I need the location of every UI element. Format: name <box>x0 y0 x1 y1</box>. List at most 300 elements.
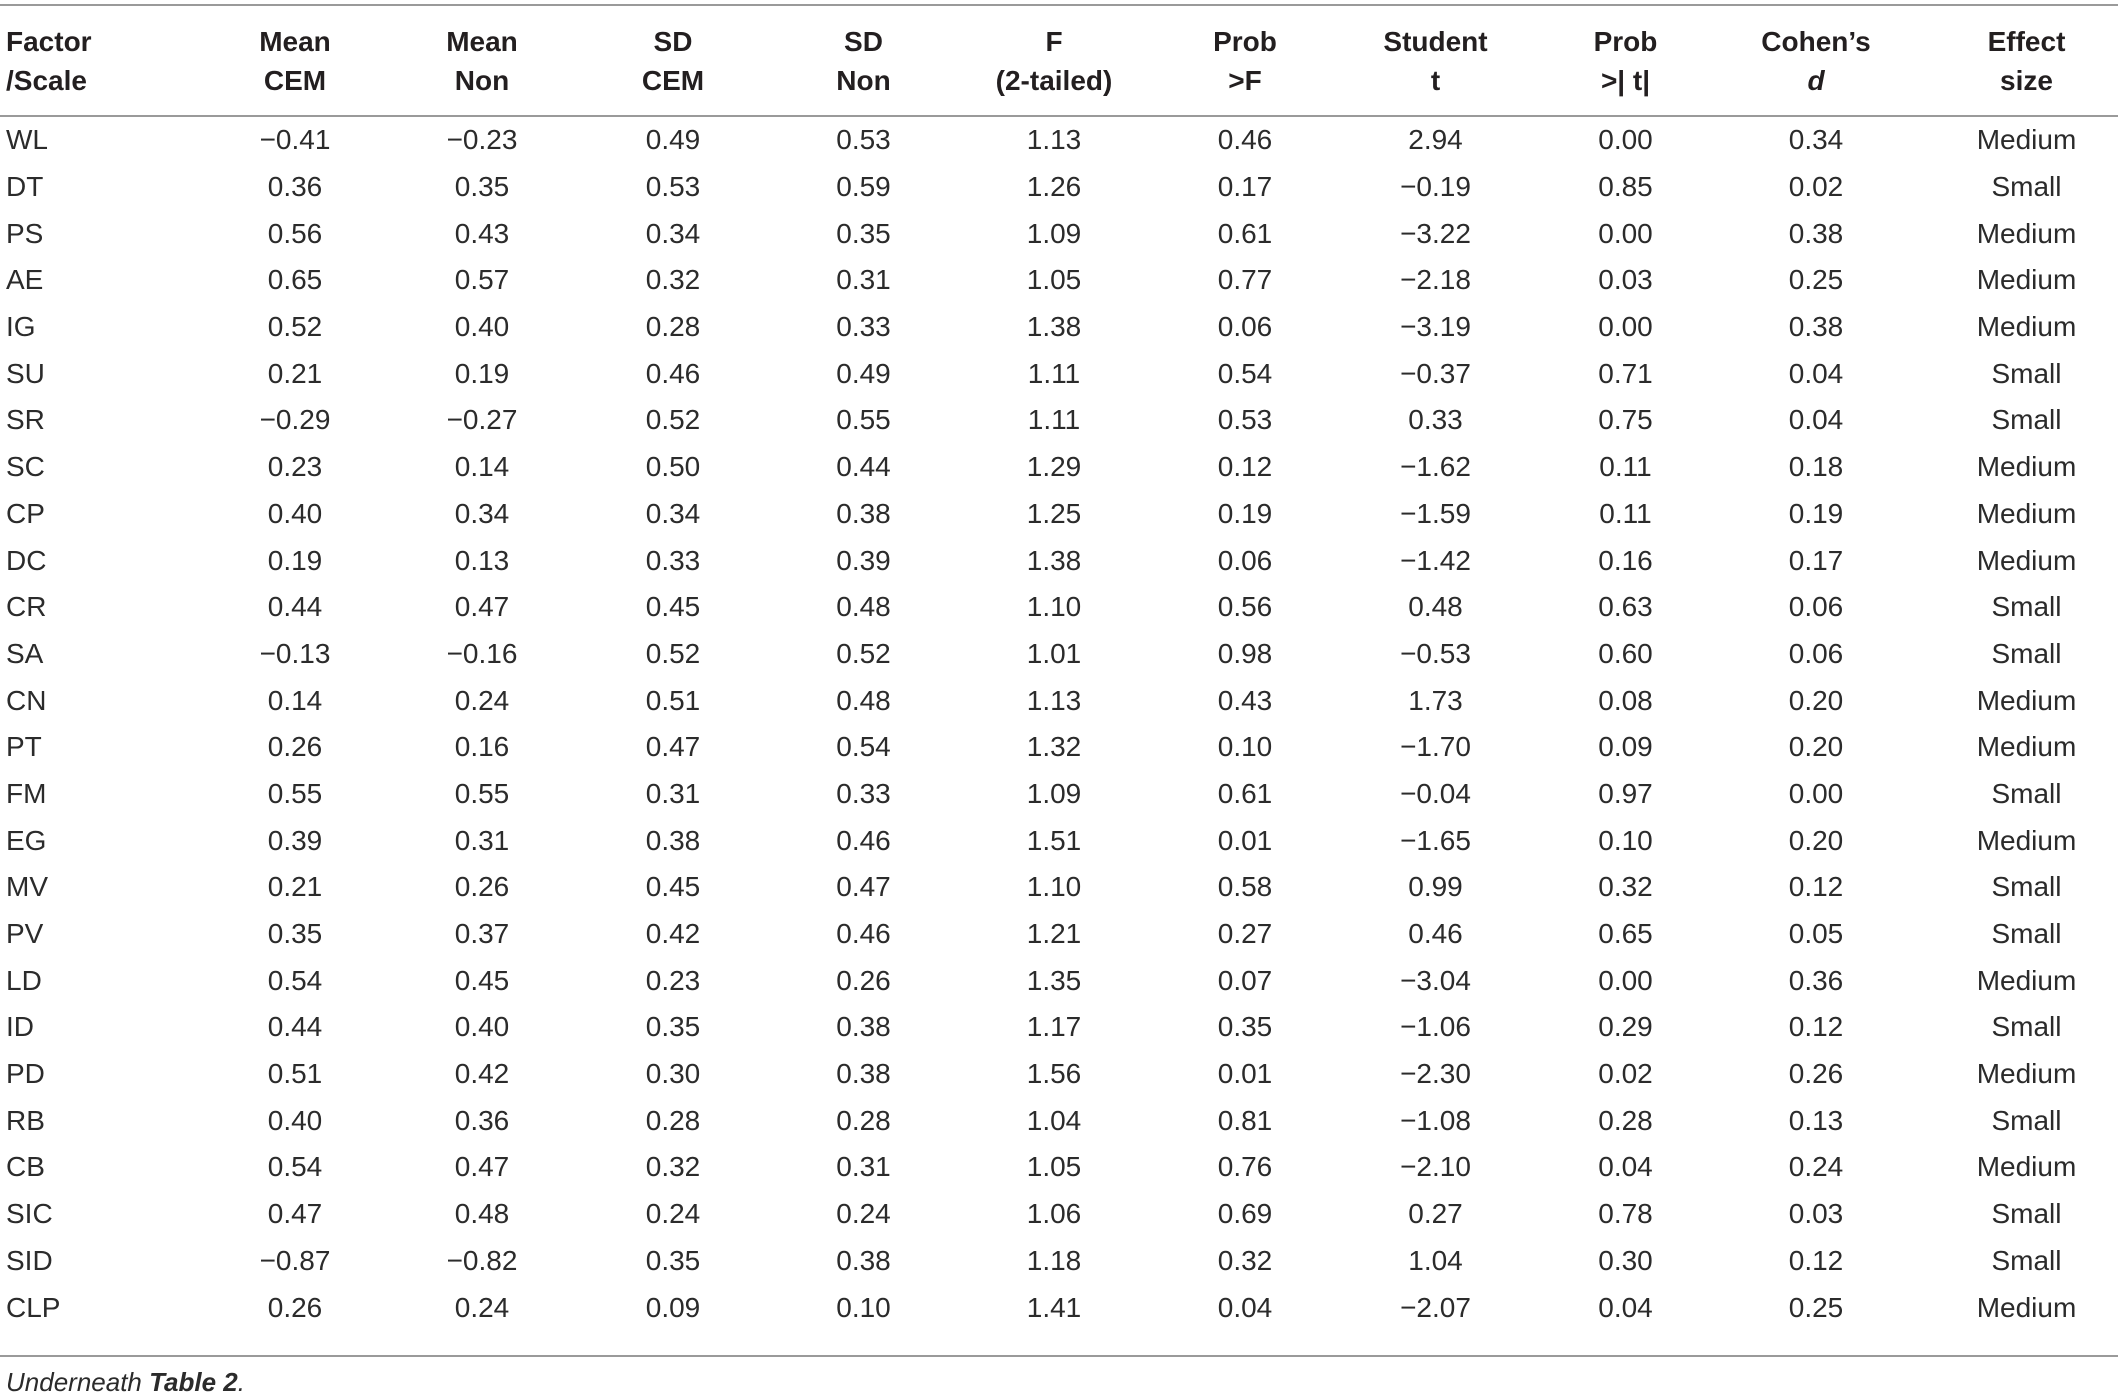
cell-cohens-d: 0.26 <box>1788 1058 1844 1090</box>
cell-mean-non: 0.24 <box>454 1291 510 1323</box>
cell-cohens-d: 0.00 <box>1788 777 1844 809</box>
cell-prob-f: 0.98 <box>1217 637 1273 669</box>
cell-mean-cem: 0.35 <box>267 918 323 950</box>
cell-sd-cem: 0.34 <box>645 217 701 249</box>
cell-sd-non: 0.46 <box>836 824 891 856</box>
cell-cohens-d: 0.13 <box>1788 1104 1844 1136</box>
header-sd-non: SD Non <box>836 25 891 96</box>
header-f-2-tailed: F (2-tailed) <box>995 25 1113 96</box>
cell-student-t: 0.33 <box>1408 404 1463 436</box>
cell-prob-f: 0.53 <box>1217 404 1273 436</box>
cell-cohens-d: 0.19 <box>1788 497 1844 529</box>
table-row <box>0 1238 2118 1285</box>
cell-prob-t: 0.29 <box>1598 1011 1653 1043</box>
cell-cohens-d: 0.25 <box>1788 1291 1844 1323</box>
cell-prob-f: 0.01 <box>1217 1058 1273 1090</box>
cell-f-value: 1.29 <box>1026 451 1082 483</box>
cell-cohens-d: 0.04 <box>1788 404 1844 436</box>
cell-prob-f: 0.58 <box>1217 871 1273 903</box>
table-row <box>0 864 2118 911</box>
cell-prob-t: 0.75 <box>1598 404 1653 436</box>
cell-cohens-d: 0.24 <box>1788 1151 1844 1183</box>
cell-f-value: 1.11 <box>1027 404 1081 436</box>
cell-sd-non: 0.39 <box>836 544 891 576</box>
cell-student-t: −0.37 <box>1400 357 1471 389</box>
cell-sd-cem: 0.51 <box>645 684 701 716</box>
cell-mean-cem: 0.19 <box>267 544 323 576</box>
cell-f-value: 1.13 <box>1026 124 1082 156</box>
cell-mean-non: 0.40 <box>454 1011 510 1043</box>
cell-mean-non: 0.55 <box>454 777 510 809</box>
cell-sd-cem: 0.46 <box>645 357 701 389</box>
cell-prob-f: 0.27 <box>1217 918 1273 950</box>
table-row <box>0 164 2118 211</box>
cell-f-value: 1.10 <box>1026 871 1082 903</box>
cell-sd-cem: 0.09 <box>645 1291 701 1323</box>
header-sd-cem: SD CEM <box>641 25 705 96</box>
cell-mean-non: 0.16 <box>454 731 510 763</box>
cell-prob-f: 0.12 <box>1217 451 1273 483</box>
cell-sd-cem: 0.35 <box>645 1011 701 1043</box>
cell-sd-non: 0.48 <box>836 591 891 623</box>
cell-factor: DT <box>6 171 44 203</box>
cell-sd-non: 0.47 <box>836 871 891 903</box>
cell-mean-non: 0.26 <box>454 871 510 903</box>
cell-sd-cem: 0.35 <box>645 1244 701 1276</box>
cell-factor: AE <box>6 264 44 296</box>
cell-mean-cem: 0.14 <box>267 684 323 716</box>
header-factor-scale: Factor /Scale <box>6 25 92 96</box>
table-row <box>0 957 2118 1004</box>
cell-sd-cem: 0.53 <box>645 171 701 203</box>
cell-sd-non: 0.38 <box>836 1011 891 1043</box>
cell-mean-cem: 0.47 <box>267 1198 323 1230</box>
cell-prob-t: 0.63 <box>1598 591 1653 623</box>
cell-mean-cem: 0.44 <box>267 1011 323 1043</box>
cell-f-value: 1.41 <box>1026 1291 1082 1323</box>
cell-prob-f: 0.07 <box>1217 964 1273 996</box>
cell-cohens-d: 0.36 <box>1788 964 1844 996</box>
table-row <box>0 771 2118 818</box>
cell-student-t: −1.65 <box>1400 824 1471 856</box>
cell-mean-non: 0.43 <box>454 217 510 249</box>
cell-f-value: 1.51 <box>1026 824 1082 856</box>
statistics-table <box>0 6 2118 1331</box>
cell-mean-non: 0.37 <box>454 918 510 950</box>
cell-cohens-d: 0.20 <box>1788 824 1844 856</box>
cell-sd-non: 0.28 <box>836 1104 891 1136</box>
cell-sd-non: 0.38 <box>836 1244 891 1276</box>
cell-sd-non: 0.33 <box>836 777 891 809</box>
cell-sd-non: 0.10 <box>836 1291 891 1323</box>
cell-effect-size: Small <box>1991 871 2062 903</box>
cell-sd-non: 0.26 <box>836 964 891 996</box>
cell-f-value: 1.25 <box>1026 497 1082 529</box>
cell-effect-size: Small <box>1991 171 2062 203</box>
cell-mean-non: 0.42 <box>454 1058 510 1090</box>
cell-prob-t: 0.16 <box>1598 544 1653 576</box>
cell-student-t: 1.73 <box>1408 684 1463 716</box>
cell-effect-size: Small <box>1991 404 2062 436</box>
cell-prob-f: 0.10 <box>1217 731 1273 763</box>
cell-effect-size: Medium <box>1976 731 2077 763</box>
cell-factor: SR <box>6 404 45 436</box>
cell-student-t: −2.10 <box>1400 1151 1471 1183</box>
cell-effect-size: Medium <box>1976 217 2077 249</box>
cell-effect-size: Medium <box>1976 1151 2077 1183</box>
cell-effect-size: Small <box>1991 1104 2062 1136</box>
cell-sd-non: 0.44 <box>836 451 891 483</box>
cell-effect-size: Small <box>1991 357 2062 389</box>
cell-f-value: 1.09 <box>1026 217 1082 249</box>
cell-sd-cem: 0.32 <box>645 1151 701 1183</box>
cell-prob-t: 0.04 <box>1598 1291 1653 1323</box>
cell-sd-non: 0.54 <box>836 731 891 763</box>
cell-sd-cem: 0.38 <box>645 824 701 856</box>
cell-prob-f: 0.17 <box>1217 171 1273 203</box>
cell-student-t: −2.18 <box>1400 264 1471 296</box>
cell-effect-size: Medium <box>1976 544 2077 576</box>
cell-prob-t: 0.00 <box>1598 311 1653 343</box>
cell-f-value: 1.05 <box>1026 1151 1082 1183</box>
cell-sd-cem: 0.49 <box>645 124 701 156</box>
cell-mean-cem: 0.39 <box>267 824 323 856</box>
cell-effect-size: Medium <box>1976 1058 2077 1090</box>
cell-effect-size: Medium <box>1976 451 2077 483</box>
cell-sd-non: 0.24 <box>836 1198 891 1230</box>
cell-cohens-d: 0.04 <box>1788 357 1844 389</box>
cell-cohens-d: 0.03 <box>1788 1198 1844 1230</box>
cell-factor: RB <box>6 1104 45 1136</box>
table-row <box>0 397 2118 444</box>
cell-sd-non: 0.53 <box>836 124 891 156</box>
cell-cohens-d: 0.12 <box>1788 871 1844 903</box>
cell-cohens-d: 0.34 <box>1788 124 1844 156</box>
cell-sd-cem: 0.32 <box>645 264 701 296</box>
table-row <box>0 584 2118 631</box>
table-header <box>0 6 2118 115</box>
cell-effect-size: Medium <box>1976 124 2077 156</box>
cell-mean-cem: 0.36 <box>267 171 323 203</box>
table-row <box>0 444 2118 491</box>
cell-factor: FM <box>6 777 47 809</box>
cell-student-t: 0.27 <box>1408 1198 1463 1230</box>
cell-mean-non: 0.13 <box>454 544 510 576</box>
table-row <box>0 1191 2118 1238</box>
cell-cohens-d: 0.20 <box>1788 684 1844 716</box>
cell-f-value: 1.17 <box>1026 1011 1082 1043</box>
cell-factor: CR <box>6 591 47 623</box>
cell-prob-t: 0.00 <box>1598 217 1653 249</box>
cell-sd-non: 0.48 <box>836 684 891 716</box>
cell-factor: EG <box>6 824 47 856</box>
table-row <box>0 491 2118 538</box>
cell-effect-size: Small <box>1991 1011 2062 1043</box>
cell-sd-non: 0.33 <box>836 311 891 343</box>
cell-mean-non: 0.47 <box>454 591 510 623</box>
cell-effect-size: Medium <box>1976 824 2077 856</box>
cell-mean-cem: 0.65 <box>267 264 323 296</box>
cell-sd-non: 0.31 <box>836 1151 891 1183</box>
cell-mean-non: 0.47 <box>454 1151 510 1183</box>
cell-factor: PV <box>6 918 44 950</box>
cell-sd-cem: 0.28 <box>645 1104 701 1136</box>
cell-prob-t: 0.65 <box>1598 918 1653 950</box>
cell-mean-cem: 0.21 <box>267 357 323 389</box>
cell-f-value: 1.04 <box>1026 1104 1082 1136</box>
cell-cohens-d: 0.12 <box>1788 1011 1844 1043</box>
cell-mean-non: −0.23 <box>446 124 518 156</box>
cell-prob-t: 0.30 <box>1598 1244 1653 1276</box>
cell-mean-cem: −0.41 <box>259 124 331 156</box>
cell-mean-cem: 0.51 <box>267 1058 323 1090</box>
cell-cohens-d: 0.06 <box>1788 591 1844 623</box>
cell-mean-cem: 0.44 <box>267 591 323 623</box>
cell-sd-cem: 0.31 <box>645 777 701 809</box>
cell-prob-f: 0.77 <box>1217 264 1273 296</box>
cell-prob-t: 0.00 <box>1598 964 1653 996</box>
cell-factor: WL <box>6 124 48 156</box>
cell-prob-f: 0.01 <box>1217 824 1273 856</box>
cell-factor: DC <box>6 544 47 576</box>
cell-cohens-d: 0.05 <box>1788 918 1844 950</box>
cell-student-t: −1.59 <box>1400 497 1471 529</box>
cell-cohens-d: 0.02 <box>1788 171 1844 203</box>
cell-f-value: 1.26 <box>1026 171 1082 203</box>
cell-prob-f: 0.32 <box>1217 1244 1273 1276</box>
cell-f-value: 1.11 <box>1027 357 1081 389</box>
cell-prob-t: 0.02 <box>1598 1058 1653 1090</box>
footnote-table-reference: Table 2 <box>149 1367 238 1397</box>
cell-factor: SA <box>6 637 44 669</box>
cell-cohens-d: 0.25 <box>1788 264 1844 296</box>
cell-mean-cem: −0.87 <box>259 1244 331 1276</box>
table-row <box>0 304 2118 351</box>
cell-sd-cem: 0.45 <box>645 591 701 623</box>
cell-prob-f: 0.06 <box>1217 311 1273 343</box>
header-row <box>0 6 2118 115</box>
cell-prob-t: 0.11 <box>1599 451 1652 483</box>
cell-cohens-d: 0.38 <box>1788 311 1844 343</box>
cell-sd-cem: 0.52 <box>645 637 701 669</box>
cell-sd-non: 0.55 <box>836 404 891 436</box>
cell-f-value: 1.56 <box>1026 1058 1082 1090</box>
cell-effect-size: Medium <box>1976 311 2077 343</box>
cell-prob-t: 0.85 <box>1598 171 1653 203</box>
cell-factor: PD <box>6 1058 45 1090</box>
cell-mean-cem: 0.21 <box>267 871 323 903</box>
cell-sd-cem: 0.50 <box>645 451 701 483</box>
cell-factor: PS <box>6 217 44 249</box>
table-row <box>0 1004 2118 1051</box>
cell-f-value: 1.06 <box>1026 1198 1082 1230</box>
cell-sd-cem: 0.34 <box>645 497 701 529</box>
cell-factor: PT <box>6 731 42 763</box>
cell-sd-non: 0.31 <box>836 264 891 296</box>
cell-prob-t: 0.11 <box>1599 497 1652 529</box>
cell-prob-f: 0.54 <box>1217 357 1273 389</box>
cell-sd-non: 0.49 <box>836 357 891 389</box>
cell-effect-size: Medium <box>1976 684 2077 716</box>
table-row <box>0 350 2118 397</box>
cell-sd-cem: 0.30 <box>645 1058 701 1090</box>
cell-f-value: 1.38 <box>1026 311 1082 343</box>
cell-sd-cem: 0.52 <box>645 404 701 436</box>
cell-student-t: 0.48 <box>1408 591 1463 623</box>
cell-f-value: 1.09 <box>1026 777 1082 809</box>
cell-mean-non: 0.14 <box>454 451 510 483</box>
cell-sd-non: 0.38 <box>836 497 891 529</box>
table-row <box>0 1144 2118 1191</box>
cell-prob-f: 0.56 <box>1217 591 1273 623</box>
cell-prob-f: 0.61 <box>1217 777 1273 809</box>
cell-student-t: −0.53 <box>1400 637 1471 669</box>
cell-effect-size: Small <box>1991 637 2062 669</box>
cell-mean-cem: 0.26 <box>267 731 323 763</box>
cell-effect-size: Small <box>1991 1244 2062 1276</box>
table-row <box>0 817 2118 864</box>
cell-sd-cem: 0.45 <box>645 871 701 903</box>
table-row <box>0 1284 2118 1331</box>
cell-prob-f: 0.43 <box>1217 684 1273 716</box>
cell-mean-cem: 0.26 <box>267 1291 323 1323</box>
header-mean-non: Mean Non <box>446 25 518 96</box>
cell-prob-t: 0.08 <box>1598 684 1653 716</box>
table-row <box>0 210 2118 257</box>
bottom-rule <box>0 1355 2118 1357</box>
table-row <box>0 1097 2118 1144</box>
cell-mean-cem: −0.29 <box>259 404 331 436</box>
cell-student-t: 1.04 <box>1408 1244 1463 1276</box>
cell-prob-t: 0.28 <box>1598 1104 1653 1136</box>
cell-sd-cem: 0.42 <box>645 918 701 950</box>
table-row <box>0 257 2118 304</box>
cell-factor: CLP <box>6 1291 61 1323</box>
cell-cohens-d: 0.12 <box>1788 1244 1844 1276</box>
cell-student-t: −2.07 <box>1400 1291 1471 1323</box>
cell-mean-non: 0.40 <box>454 311 510 343</box>
cell-f-value: 1.21 <box>1026 918 1082 950</box>
table-body <box>0 115 2118 1331</box>
cell-prob-t: 0.71 <box>1598 357 1653 389</box>
cell-mean-non: 0.34 <box>454 497 510 529</box>
cell-cohens-d: 0.18 <box>1788 451 1844 483</box>
cell-sd-non: 0.59 <box>836 171 891 203</box>
cell-f-value: 1.10 <box>1026 591 1082 623</box>
cell-mean-non: −0.27 <box>446 404 518 436</box>
cell-factor: CP <box>6 497 45 529</box>
cell-sd-cem: 0.24 <box>645 1198 701 1230</box>
cell-factor: ID <box>6 1011 34 1043</box>
cell-effect-size: Small <box>1991 591 2062 623</box>
cell-cohens-d: 0.06 <box>1788 637 1844 669</box>
header-cohens-d: Cohen’s d <box>1761 25 1871 96</box>
cell-factor: LD <box>6 964 42 996</box>
cell-factor: CN <box>6 684 47 716</box>
cell-sd-non: 0.35 <box>836 217 891 249</box>
header-prob-t: Prob >| t| <box>1593 25 1658 96</box>
cell-prob-f: 0.06 <box>1217 544 1273 576</box>
cell-prob-t: 0.32 <box>1598 871 1653 903</box>
header-student-t: Student t <box>1383 25 1488 96</box>
cell-f-value: 1.13 <box>1026 684 1082 716</box>
cell-prob-t: 0.00 <box>1598 124 1653 156</box>
cell-factor: SU <box>6 357 45 389</box>
cell-f-value: 1.35 <box>1026 964 1082 996</box>
cell-prob-t: 0.03 <box>1598 264 1653 296</box>
cell-prob-f: 0.46 <box>1217 124 1273 156</box>
cell-mean-cem: 0.54 <box>267 964 323 996</box>
cell-cohens-d: 0.38 <box>1788 217 1844 249</box>
table-row <box>0 911 2118 958</box>
cell-student-t: −1.62 <box>1400 451 1471 483</box>
footnote-prefix: Underneath <box>6 1367 150 1397</box>
table-row <box>0 631 2118 678</box>
cell-mean-non: 0.19 <box>454 357 510 389</box>
cell-f-value: 1.01 <box>1026 637 1082 669</box>
cell-student-t: −3.22 <box>1400 217 1471 249</box>
cell-mean-non: 0.24 <box>454 684 510 716</box>
table-row <box>0 115 2118 164</box>
cell-mean-cem: 0.55 <box>267 777 323 809</box>
cell-f-value: 1.38 <box>1026 544 1082 576</box>
cell-prob-f: 0.19 <box>1217 497 1273 529</box>
cell-prob-f: 0.76 <box>1217 1151 1273 1183</box>
cell-student-t: 0.99 <box>1408 871 1463 903</box>
cell-factor: CB <box>6 1151 45 1183</box>
table-row <box>0 1051 2118 1098</box>
cell-student-t: 2.94 <box>1408 124 1463 156</box>
cell-mean-cem: 0.40 <box>267 1104 323 1136</box>
cell-effect-size: Medium <box>1976 964 2077 996</box>
cell-effect-size: Medium <box>1976 497 2077 529</box>
cell-mean-non: 0.31 <box>454 824 510 856</box>
cell-factor: SC <box>6 451 45 483</box>
cell-mean-non: 0.45 <box>454 964 510 996</box>
cell-student-t: −0.04 <box>1400 777 1471 809</box>
header-prob-f: Prob >F <box>1213 25 1277 96</box>
cell-mean-cem: −0.13 <box>259 637 331 669</box>
cell-student-t: −1.70 <box>1400 731 1471 763</box>
cell-student-t: −0.19 <box>1400 171 1471 203</box>
cell-factor: MV <box>6 871 48 903</box>
cell-effect-size: Small <box>1991 918 2062 950</box>
cell-sd-non: 0.46 <box>836 918 891 950</box>
cell-prob-t: 0.60 <box>1598 637 1653 669</box>
cell-student-t: −1.42 <box>1400 544 1471 576</box>
cell-sd-cem: 0.33 <box>645 544 701 576</box>
cell-prob-t: 0.09 <box>1598 731 1653 763</box>
cell-student-t: 0.46 <box>1408 918 1463 950</box>
cell-factor: SID <box>6 1244 53 1276</box>
cell-prob-f: 0.35 <box>1217 1011 1273 1043</box>
cell-factor: IG <box>6 311 36 343</box>
header-mean-cem: Mean CEM <box>259 25 331 96</box>
cell-mean-non: 0.35 <box>454 171 510 203</box>
table-footnote <box>6 1367 245 1398</box>
cell-prob-t: 0.78 <box>1598 1198 1653 1230</box>
cell-student-t: −1.08 <box>1400 1104 1471 1136</box>
cell-mean-cem: 0.54 <box>267 1151 323 1183</box>
cell-prob-f: 0.69 <box>1217 1198 1273 1230</box>
cell-effect-size: Small <box>1991 1198 2062 1230</box>
cell-sd-non: 0.52 <box>836 637 891 669</box>
cell-student-t: −3.19 <box>1400 311 1471 343</box>
cell-f-value: 1.05 <box>1026 264 1082 296</box>
cell-cohens-d: 0.20 <box>1788 731 1844 763</box>
cell-sd-cem: 0.47 <box>645 731 701 763</box>
cell-mean-cem: 0.23 <box>267 451 323 483</box>
